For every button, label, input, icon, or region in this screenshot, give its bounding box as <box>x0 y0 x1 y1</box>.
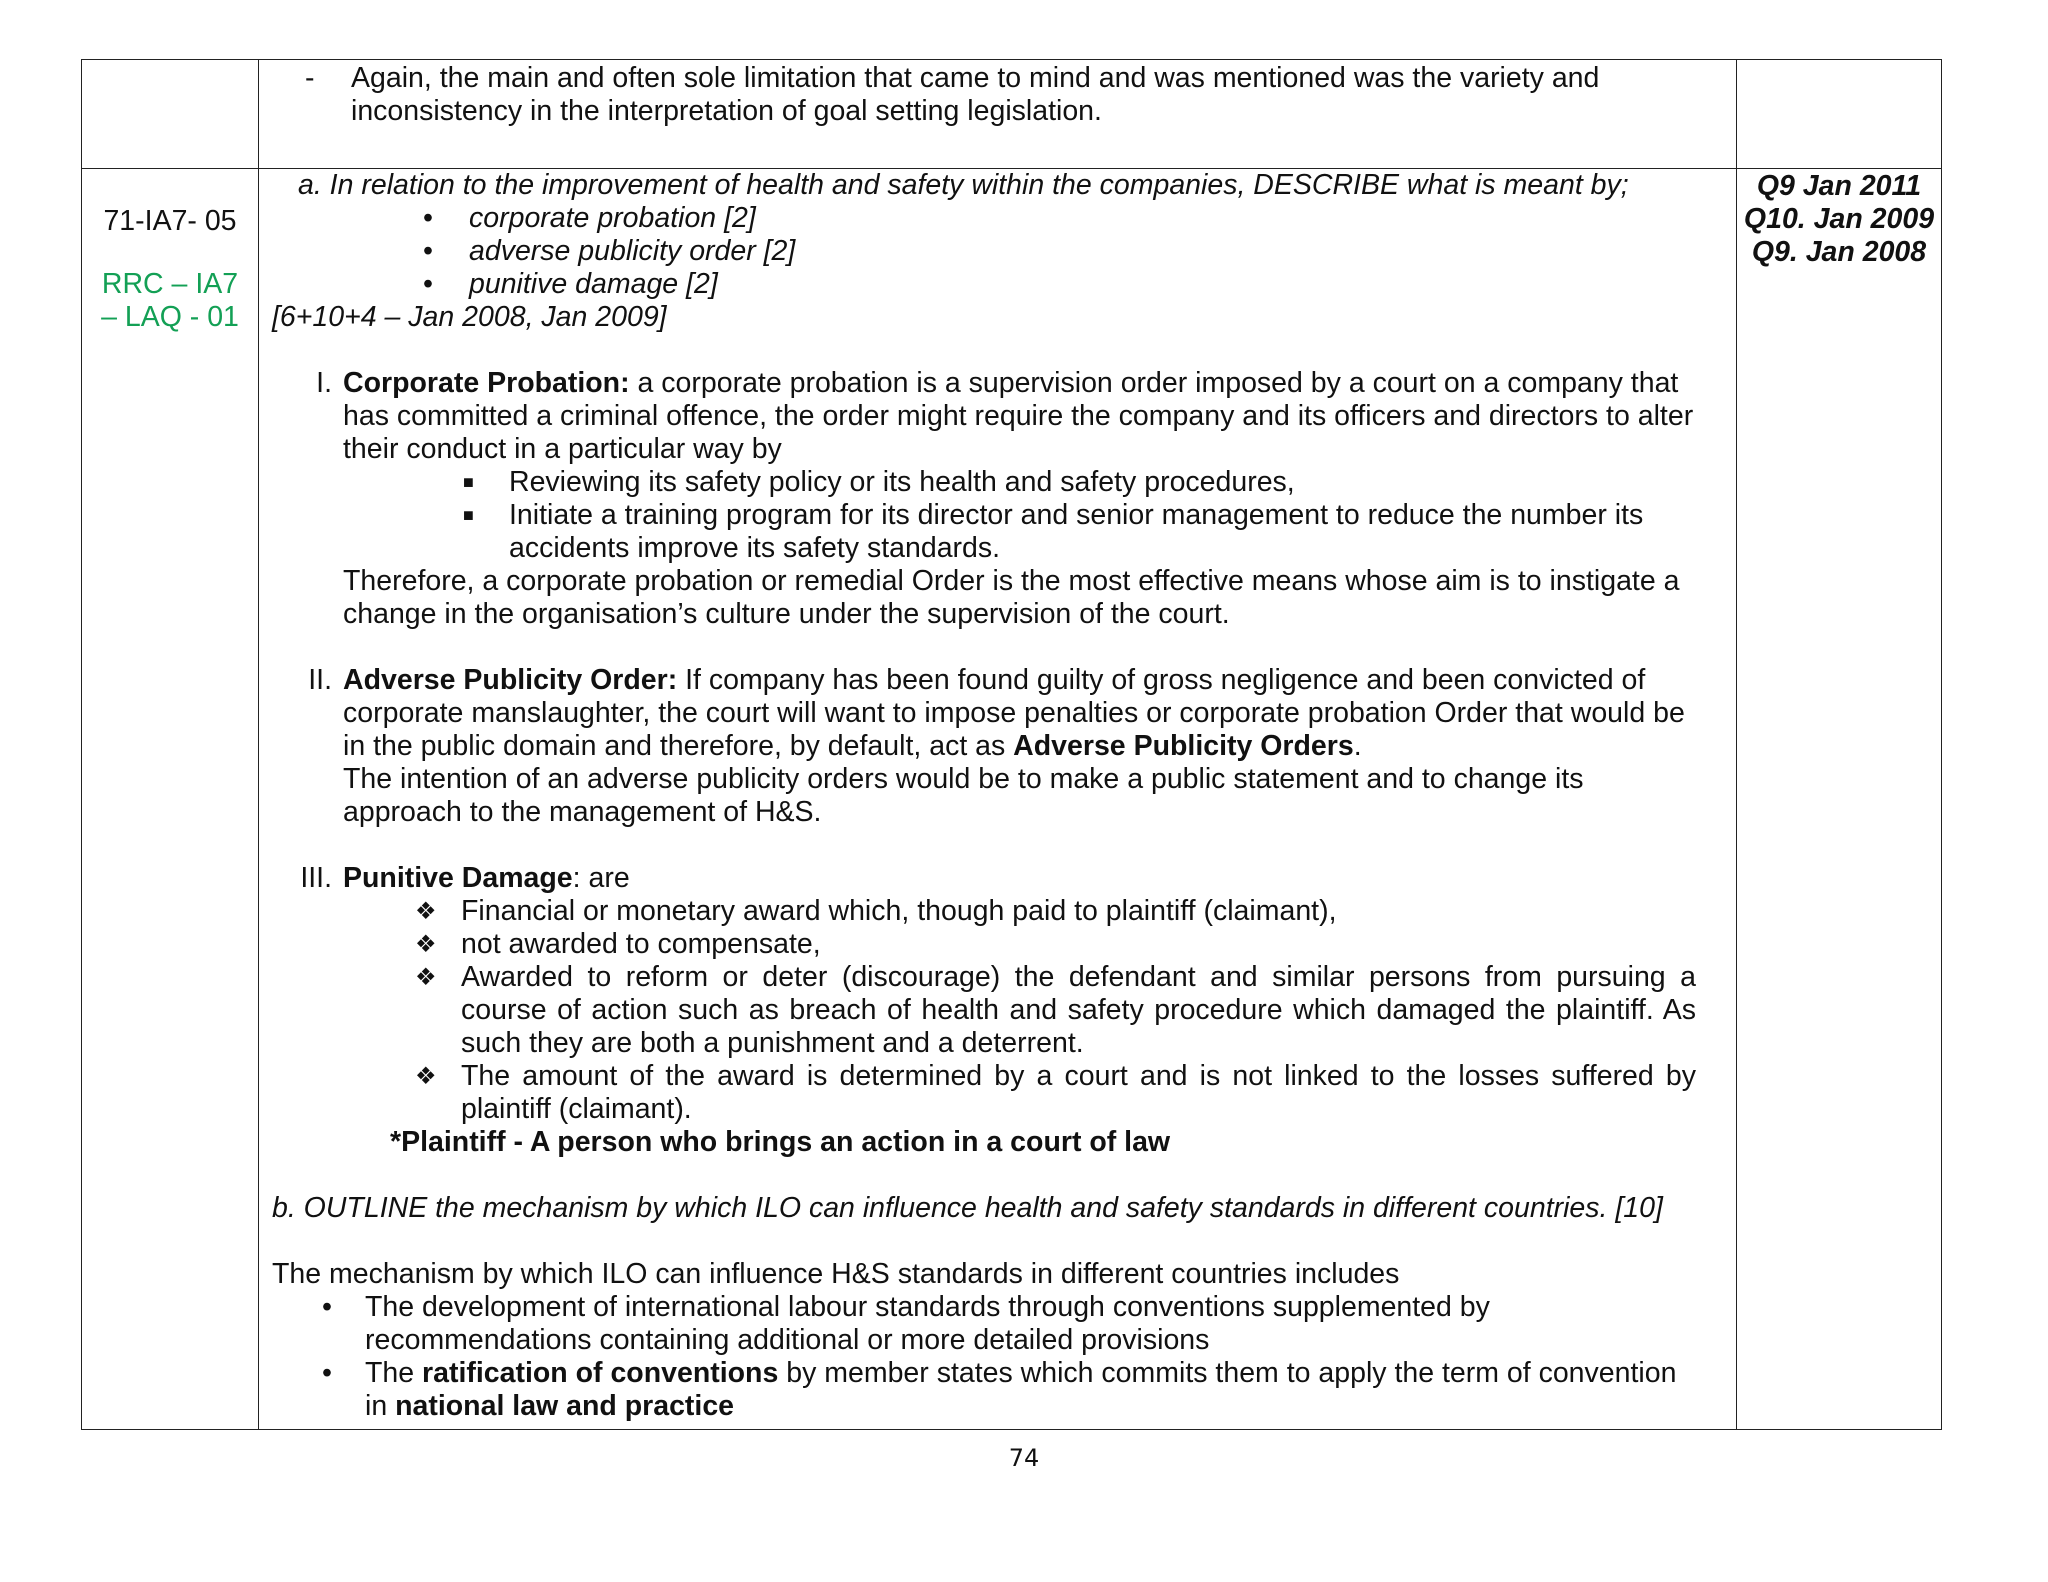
section-number: II. <box>308 664 332 696</box>
dash-item <box>259 62 1736 128</box>
table-row <box>82 169 1942 1430</box>
section-number: I. <box>316 367 332 399</box>
list-item: ❖ Financial or monetary award which, though paid to plaintiff (claimant), <box>415 895 1337 927</box>
diamond-bullet-icon: ❖ <box>415 898 437 925</box>
answer-b-list <box>272 1291 1696 1423</box>
diamond-bullet-icon: ❖ <box>415 964 437 991</box>
question-code: 71-IA7- 05 <box>103 205 237 237</box>
dash-marker: - <box>305 62 315 94</box>
list-item: ❖ not awarded to compensate, <box>415 928 821 960</box>
id-cell <box>82 60 259 169</box>
diamond-bullet-icon: ❖ <box>415 1063 437 1090</box>
page-number: 74 <box>1008 1444 1040 1472</box>
list-item: • The development of international labour standards through conventions supplemented by recommendations containing additional or more detailed provisions <box>322 1291 1490 1356</box>
question-a: a. In relation to the improvement of health and safety within the companies, DESCRIBE what is meant by; <box>298 169 1629 201</box>
question-a-list <box>272 202 1696 301</box>
rrc-code-line1: RRC – IA7 <box>101 268 239 300</box>
section-conclusion: Therefore, a corporate probation or remedial Order is the most effective means whose aim is to instigate a change in the organisation’s culture under the supervision of the court. <box>343 565 1680 630</box>
probation-list <box>272 466 1696 565</box>
list-item: • The ratification of conventions by member states which commits them to apply the term of convention in national law and practice <box>322 1357 1677 1422</box>
section-text-2: The intention of an adverse publicity orders would be to make a public statement and to change its approach to the management of H&S. <box>343 763 1584 828</box>
answer-cell <box>259 60 1737 169</box>
qa-table <box>81 59 1942 1430</box>
exam-reference: Q10. Jan 2009 <box>1743 203 1935 235</box>
section-text: a corporate probation is a supervision order imposed by a court on a company that has committed a criminal offence, the order might require the company and its officers and directors to alter their conduct in a particular way by <box>343 367 1694 465</box>
bullet-icon: • <box>322 1291 332 1323</box>
section-title: Punitive Damage <box>343 862 573 894</box>
limitation-text: Again, the main and often sole limitation that came to mind and was mentioned was the variety and inconsistency in the interpretation of goal setting legislation. <box>351 62 1600 127</box>
question-b: b. OUTLINE the mechanism by which ILO can influence health and safety standards in different countries. [10] <box>272 1192 1663 1224</box>
reference-cell <box>1737 169 1942 1430</box>
exam-reference: Q9 Jan 2011 <box>1756 170 1922 202</box>
rrc-code-line2: – LAQ - 01 <box>101 301 239 333</box>
section-title: Adverse Publicity Order: <box>343 664 678 696</box>
section-corporate-probation <box>272 367 1696 631</box>
list-item: • adverse publicity order [2] <box>423 235 1696 268</box>
marks-line: [6+10+4 – Jan 2008, Jan 2009] <box>272 301 667 333</box>
list-item: ❖ Awarded to reform or deter (discourage) the defendant and similar persons from pursuing a course of action such as breach of health and safety procedure which damaged the plaintiff. As such they are both a punishment and a deterrent. <box>415 961 1696 1059</box>
id-cell <box>82 169 259 1430</box>
reference-cell <box>1737 60 1942 169</box>
plaintiff-note: *Plaintiff - A person who brings an action in a court of law <box>390 1126 1171 1158</box>
square-bullet-icon: ■ <box>463 505 474 525</box>
section-punitive-damage: III. Punitive Damage: are ❖ Financial or monetary award which, though paid to plaintiff (claimant), ❖ not awarded to compensate, ❖ Awarded to reform or deter (discourage) the defendant and similar persons from pursuing a course of action such as breach of health and safety procedure which damaged the plaintiff. As such they are both a punishment and a deterrent. ❖ The amount of the award is determined by a court and is not linked to the losses suffered by plaintiff (claimant). <box>272 862 1696 1126</box>
section-text: If company has been found guilty of gross negligence and been convicted of corporate manslaughter, the court will want to impose penalties or corporate probation Order that would be in the public domain and therefore, by default, act as <box>343 664 1685 762</box>
list-item: • corporate probation [2] <box>423 202 1696 235</box>
square-bullet-icon: ■ <box>463 472 474 492</box>
table-row <box>82 60 1942 169</box>
list-item: • punitive damage [2] <box>423 268 1696 301</box>
exam-reference: Q9. Jan 2008 <box>1751 236 1927 268</box>
section-title: Corporate Probation: <box>343 367 630 399</box>
section-number: III. <box>300 862 332 894</box>
section-adverse-publicity: II. Adverse Publicity Order: If company has been found guilty of gross negligence and been convicted of corporate manslaughter, the court will want to impose penalties or corporate probation Order that would be in the public domain and therefore, by default, act as Adverse Publicity Orders. The intention of an adverse publicity orders would be to make a public statement and to change its approach to the management of H&S. <box>272 664 1696 829</box>
answer-b-intro: The mechanism by which ILO can influence H&S standards in different countries includes <box>272 1258 1400 1290</box>
bullet-icon: • <box>322 1357 332 1389</box>
list-item: ■ Initiate a training program for its director and senior management to reduce the number its accidents improve its safety standards. <box>463 499 1644 564</box>
punitive-list <box>272 895 1696 1126</box>
bold-term: Adverse Publicity Orders <box>1013 730 1354 762</box>
diamond-bullet-icon: ❖ <box>415 931 437 958</box>
answer-cell <box>259 169 1737 1430</box>
list-item: ■ Reviewing its safety policy or its health and safety procedures, <box>463 466 1295 498</box>
list-item: ❖ The amount of the award is determined by a court and is not linked to the losses suffered by plaintiff (claimant). <box>415 1060 1696 1125</box>
